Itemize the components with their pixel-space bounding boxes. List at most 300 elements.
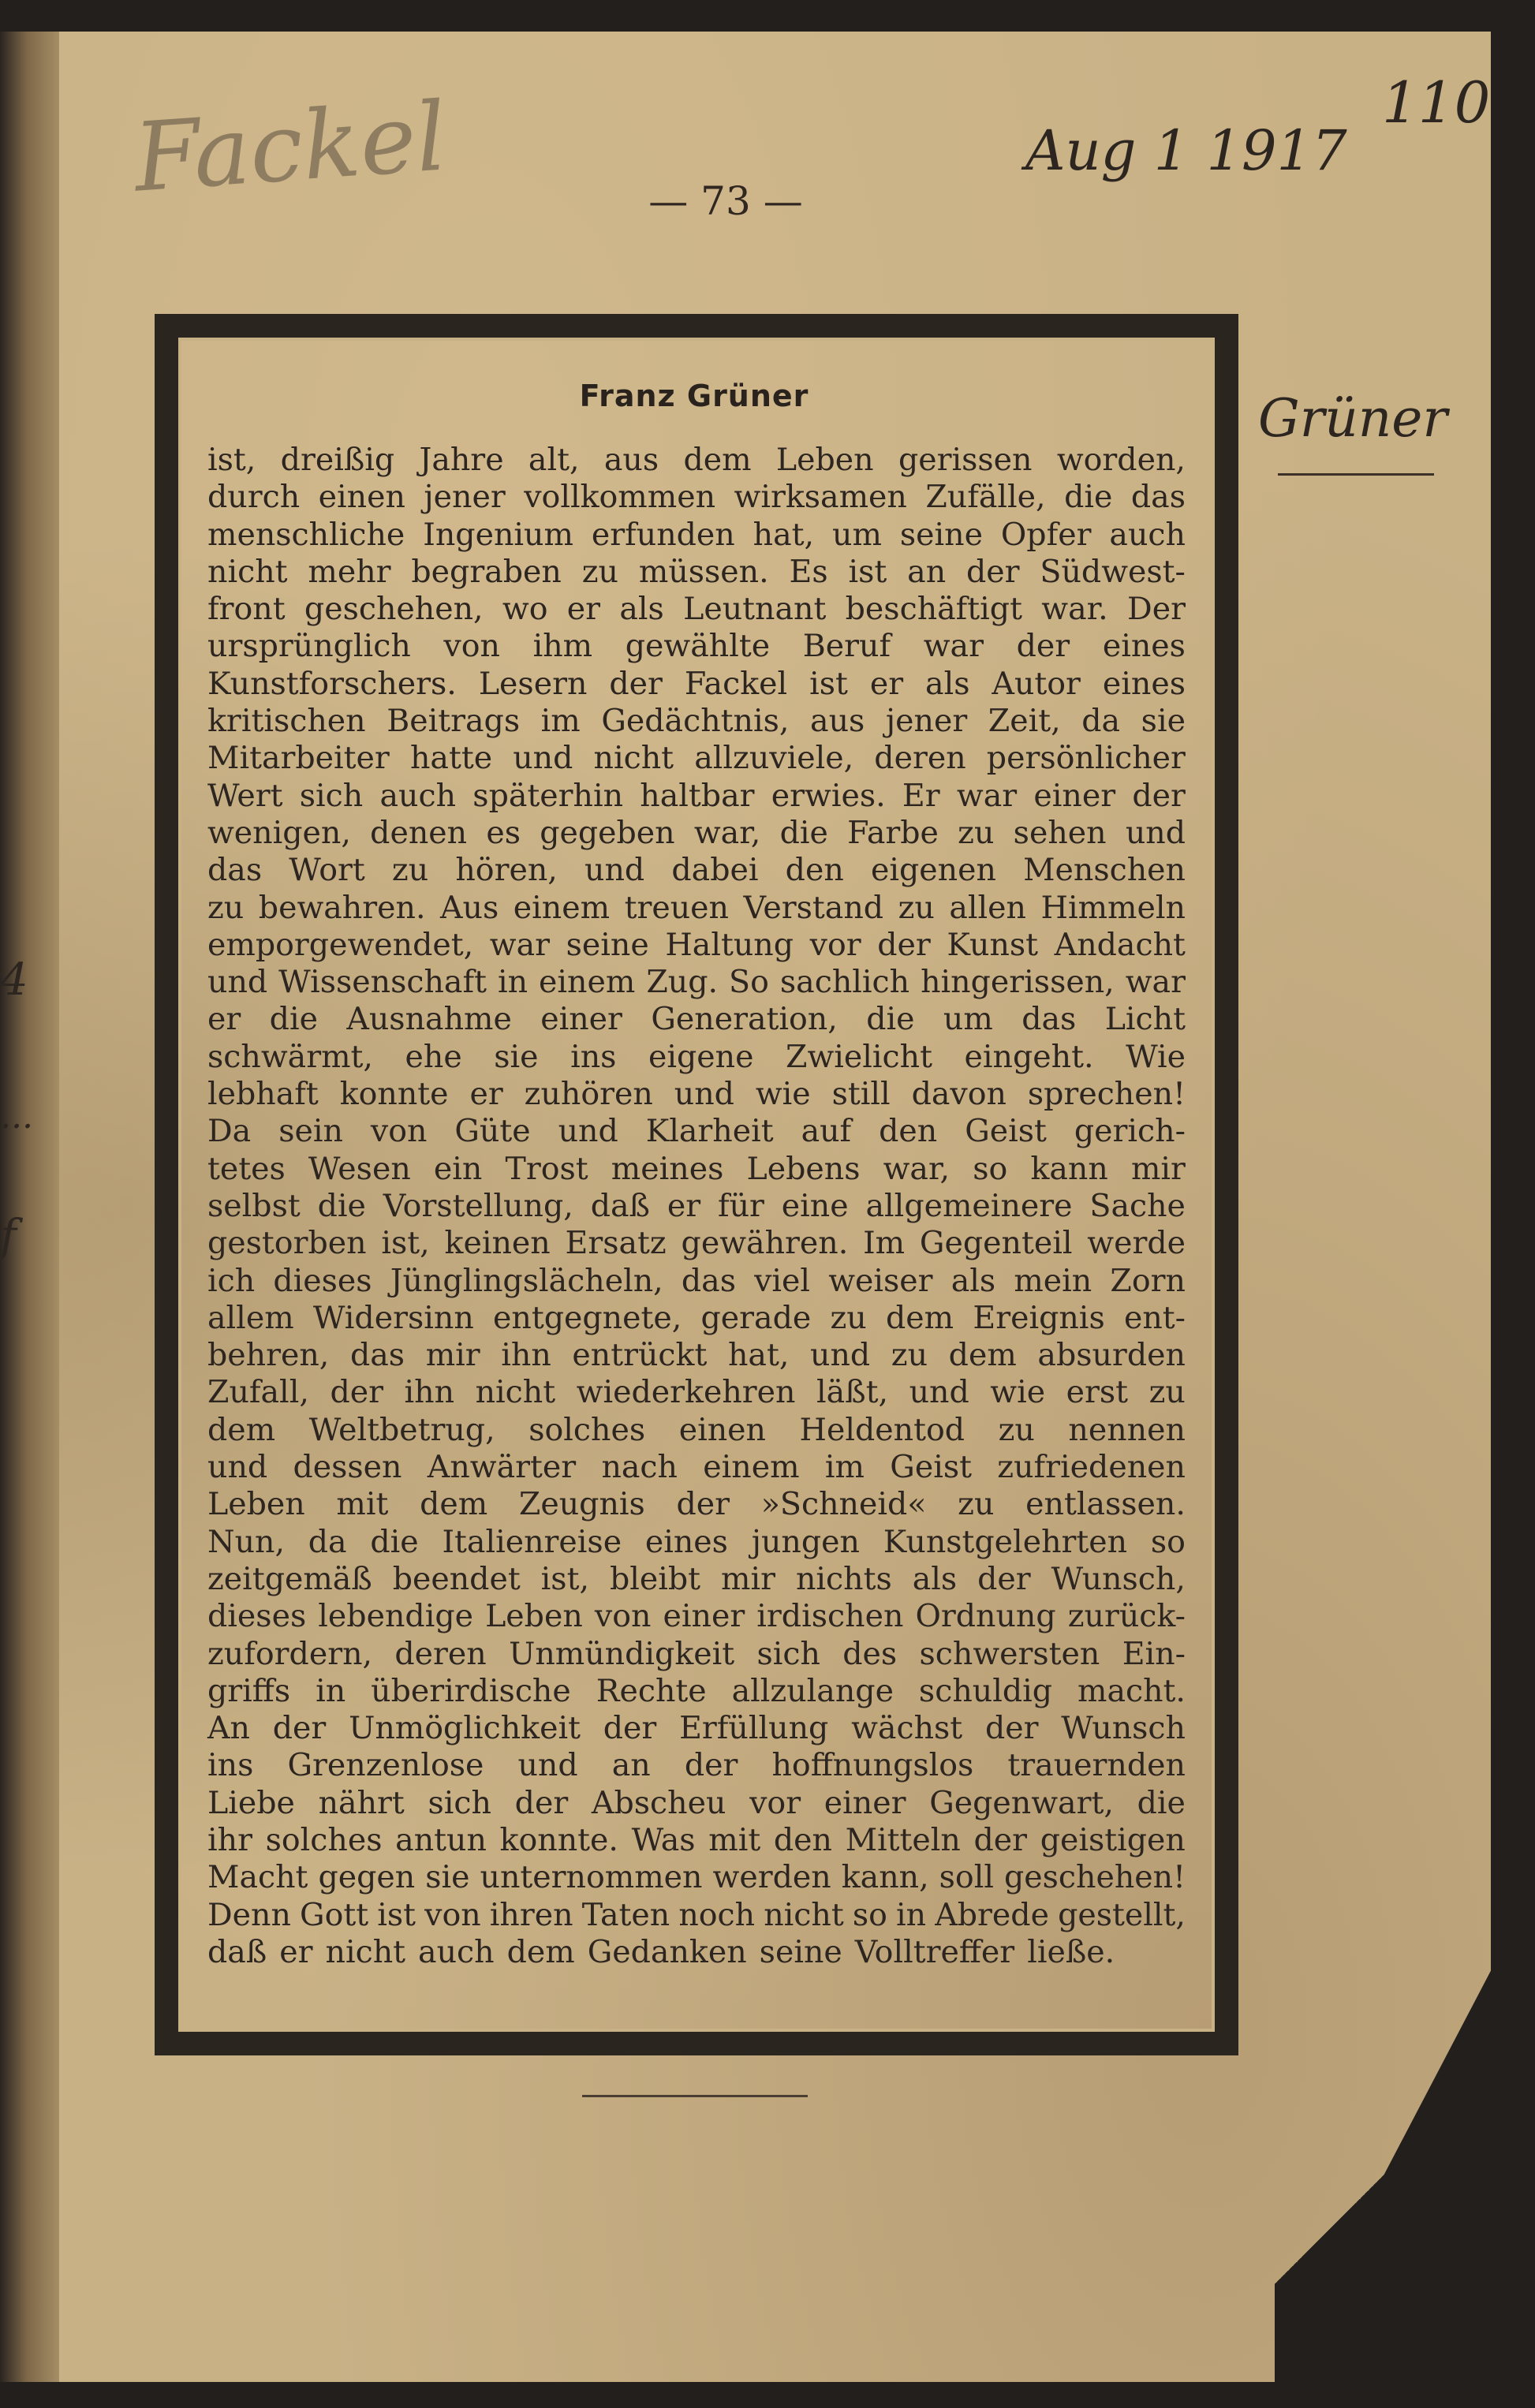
word: haltbar	[640, 777, 755, 814]
word: Denn	[207, 1896, 291, 1933]
word: nichts	[795, 1560, 892, 1597]
word: »Schneid«	[760, 1486, 927, 1523]
word: Haltung	[665, 926, 794, 963]
word: dieses	[273, 1262, 372, 1299]
word: dem	[506, 1933, 575, 1970]
word: einen	[318, 479, 405, 516]
word: sehen	[1013, 814, 1107, 851]
text-line	[207, 591, 1186, 628]
word: einer	[540, 1001, 622, 1038]
word: nicht	[475, 1374, 556, 1411]
word: durch	[207, 479, 301, 516]
word: behren,	[207, 1337, 330, 1374]
word: um	[943, 1001, 993, 1038]
word: gerich-	[1074, 1113, 1186, 1150]
word: gerade	[700, 1299, 812, 1336]
word: zurück-	[1067, 1598, 1186, 1635]
word: begraben	[411, 553, 562, 590]
word: von	[594, 1598, 652, 1635]
word: alt,	[528, 442, 580, 478]
word: der	[973, 1821, 1028, 1858]
obituary-heading: Franz Grüner	[579, 379, 809, 413]
word: schwersten	[919, 1635, 1100, 1672]
word: der	[1132, 777, 1186, 814]
word: emporgewendet,	[207, 926, 474, 963]
word: wiederkehren	[576, 1374, 796, 1411]
text-line	[207, 1076, 1186, 1113]
word: ihn	[501, 1337, 551, 1374]
word: zu	[1148, 1374, 1186, 1411]
word: persönlicher	[986, 740, 1186, 777]
word: Wissenschaft	[278, 964, 487, 1001]
word: seine	[759, 1933, 842, 1970]
word: wächst	[851, 1710, 963, 1747]
text-line	[207, 1113, 1186, 1150]
word: selbst	[207, 1187, 301, 1224]
word: als	[912, 1560, 958, 1597]
word: der	[877, 926, 931, 963]
word: einem	[703, 1449, 800, 1486]
word: Gedanken	[587, 1933, 747, 1970]
word: und	[207, 964, 268, 1001]
word: noch	[678, 1896, 756, 1933]
word: mein	[1014, 1262, 1092, 1299]
word: lebendige	[318, 1598, 473, 1635]
word: solches	[528, 1411, 646, 1448]
word: Jünglingslächeln,	[390, 1262, 663, 1299]
word: sein	[278, 1113, 343, 1150]
word: dessen	[293, 1449, 402, 1486]
word: der	[977, 1560, 1031, 1597]
word: er	[667, 1187, 701, 1224]
word: beschäftigt	[845, 591, 1022, 628]
word: ist	[809, 665, 848, 702]
word: Erfüllung	[679, 1710, 829, 1747]
word: und	[1125, 814, 1186, 851]
word: und	[513, 740, 573, 777]
word: Wie	[1126, 1038, 1186, 1075]
word: Gegenteil	[919, 1225, 1073, 1262]
word: Es	[789, 553, 828, 590]
word: ist,	[540, 1560, 590, 1597]
word: Licht	[1104, 1001, 1186, 1038]
word: trauernden	[1007, 1747, 1186, 1784]
left-margin-note: ...	[0, 1096, 33, 1137]
text-line	[207, 703, 1186, 740]
word: So	[729, 964, 769, 1001]
word: und	[517, 1747, 578, 1784]
word: vor	[749, 1784, 801, 1821]
word: einen	[678, 1411, 766, 1448]
left-margin-note: 4	[0, 954, 28, 1006]
word: Wort	[289, 852, 365, 889]
word: hat,	[727, 1337, 790, 1374]
text-line	[207, 666, 1186, 703]
word: ehe	[405, 1038, 462, 1075]
word: Weltbetrug,	[308, 1411, 495, 1448]
word: allem	[207, 1299, 294, 1336]
word: gegeben	[540, 814, 675, 851]
word: des	[842, 1635, 898, 1672]
word: war.	[1041, 591, 1108, 628]
word: mir	[425, 1337, 480, 1374]
word: kann,	[841, 1859, 929, 1896]
word: Abscheu	[591, 1784, 726, 1821]
word: in	[497, 964, 528, 1001]
word: Geist	[890, 1449, 972, 1486]
word: Grenzenlose	[287, 1747, 484, 1784]
word: von	[443, 628, 500, 665]
word: jener	[424, 479, 506, 516]
word: Macht	[207, 1859, 308, 1896]
word: der	[676, 1486, 730, 1523]
word: ins	[570, 1038, 617, 1075]
word: antun	[395, 1821, 487, 1858]
word: Ordnung	[915, 1598, 1056, 1635]
word: zu	[391, 852, 429, 889]
word: in	[316, 1672, 346, 1709]
word: ich	[207, 1262, 256, 1299]
word: sie	[494, 1038, 539, 1075]
word: dem	[683, 442, 752, 478]
word: und	[207, 1449, 268, 1486]
word: Himmeln	[1040, 889, 1186, 926]
text-line	[207, 1822, 1186, 1859]
word: werde	[1087, 1225, 1186, 1262]
text-line	[207, 1636, 1186, 1673]
word: an	[907, 553, 947, 590]
word: mir	[721, 1560, 775, 1597]
word: zu	[958, 1486, 995, 1523]
word: erst	[1066, 1374, 1129, 1411]
word: zu	[207, 889, 245, 926]
word: zu	[891, 1337, 928, 1374]
text-line	[207, 1524, 1186, 1561]
word: Kunstgelehrten	[883, 1523, 1128, 1560]
text-line	[207, 442, 1186, 479]
word: das	[681, 1262, 736, 1299]
word: Beitrags	[387, 703, 521, 740]
word: Geist	[965, 1113, 1047, 1150]
word: eingeht.	[964, 1038, 1094, 1075]
handwritten-folio-number: 110	[1382, 69, 1491, 136]
word: vollkommen	[524, 479, 716, 516]
word: Rechte	[596, 1672, 707, 1709]
word: sich	[428, 1784, 491, 1821]
word: wenigen,	[207, 814, 351, 851]
word: Generation,	[651, 1001, 838, 1038]
word: er	[869, 665, 904, 702]
word: einer	[663, 1598, 745, 1635]
word: Autor	[992, 665, 1081, 702]
word: Farbe	[847, 814, 939, 851]
word: nicht	[764, 1896, 844, 1933]
word: An	[207, 1710, 250, 1747]
text-line	[207, 1263, 1186, 1300]
word: Güte	[454, 1113, 531, 1150]
word: Beruf	[802, 628, 891, 665]
handwritten-fackel: Fackel	[130, 82, 450, 214]
word: eines	[1102, 628, 1186, 665]
word: den	[773, 1821, 832, 1858]
word: treuen	[624, 889, 729, 926]
word: weiser	[828, 1262, 933, 1299]
word: Volltreffer	[854, 1933, 1015, 1970]
word: so	[852, 1896, 887, 1933]
word: geschehen!	[1003, 1859, 1186, 1896]
word: Gedächtnis,	[601, 703, 790, 740]
word: war	[489, 926, 551, 963]
word: Ausnahme	[346, 1001, 512, 1038]
word: wirksamen	[734, 479, 907, 516]
word: einer	[1033, 777, 1116, 814]
word: der	[966, 553, 1020, 590]
text-line	[207, 815, 1186, 852]
word: eigene	[648, 1038, 754, 1075]
word: ihm	[532, 628, 593, 665]
word: beendet	[392, 1560, 521, 1597]
word: da	[308, 1523, 347, 1560]
word: Unmündigkeit	[509, 1635, 735, 1672]
word: der	[609, 665, 663, 702]
folded-corner	[1275, 1970, 1491, 2382]
word: als	[619, 591, 664, 628]
left-margin-note: f	[0, 1211, 17, 1262]
text-line	[207, 554, 1186, 591]
word: sie	[425, 1859, 470, 1896]
text-line	[207, 1673, 1186, 1710]
word: sachlich	[779, 964, 910, 1001]
word: seine	[566, 926, 649, 963]
word: war	[1125, 964, 1186, 1001]
word: eines	[1102, 665, 1186, 702]
word: Leben	[485, 1598, 583, 1635]
word: das	[207, 852, 263, 889]
word: konnte.	[499, 1821, 618, 1858]
word: daß	[207, 1933, 267, 1970]
text-line	[207, 1747, 1186, 1784]
word: Vorstellung,	[383, 1187, 573, 1224]
word: kann	[1030, 1150, 1108, 1187]
text-line	[207, 1151, 1186, 1188]
word: sich	[299, 777, 364, 814]
word: Zufälle,	[925, 479, 1046, 516]
word: im	[824, 1449, 865, 1486]
word: die	[779, 814, 828, 851]
word: Unmöglichkeit	[349, 1710, 581, 1747]
word: die	[1137, 1784, 1186, 1821]
word: er	[207, 1001, 241, 1038]
word: war,	[883, 1150, 951, 1187]
word: Was	[631, 1821, 696, 1858]
word: dem	[948, 1337, 1017, 1374]
handwritten-underline	[1278, 473, 1434, 476]
text-line	[207, 517, 1186, 554]
word: Zeit,	[988, 703, 1061, 740]
word: ist	[848, 553, 887, 590]
word: und	[909, 1374, 969, 1411]
word: auf	[801, 1113, 852, 1150]
word: der	[330, 1374, 383, 1411]
word: gegen	[318, 1859, 416, 1896]
word: jener	[885, 703, 968, 740]
word: schuldig	[918, 1672, 1053, 1709]
word: viel	[754, 1262, 811, 1299]
word: denen	[370, 814, 468, 851]
word: wo	[502, 591, 548, 628]
word: ent-	[1123, 1299, 1186, 1336]
word: Ersatz	[565, 1225, 667, 1262]
word: einem	[513, 889, 611, 926]
word: dreißig	[280, 442, 395, 478]
word: Kunst	[947, 926, 1039, 963]
word: ein	[433, 1150, 483, 1187]
word: dem	[886, 1299, 954, 1336]
word: gestorben	[207, 1225, 367, 1262]
text-line	[207, 890, 1186, 927]
word: so	[973, 1150, 1008, 1187]
word: seine	[899, 516, 983, 553]
word: macht.	[1077, 1672, 1186, 1709]
word: Leben	[207, 1486, 305, 1523]
book-spine-shadow	[0, 32, 59, 2382]
text-line	[207, 852, 1186, 889]
word: war	[923, 628, 984, 665]
word: lebhaft	[207, 1076, 319, 1113]
word: ließe.	[1027, 1933, 1115, 1970]
word: der	[1016, 628, 1070, 665]
word: es	[486, 814, 521, 851]
word: um	[832, 516, 882, 553]
word: eine	[781, 1187, 849, 1224]
word: mir	[1130, 1150, 1186, 1187]
text-line	[207, 1337, 1186, 1374]
word: zuhören	[524, 1076, 653, 1113]
word: kritischen	[207, 703, 366, 740]
word: vor	[809, 926, 861, 963]
word: zu	[898, 889, 935, 926]
word: griffs	[207, 1672, 291, 1709]
word: gestellt,	[1058, 1896, 1186, 1933]
word: in	[896, 1896, 927, 1933]
word: hingerissen,	[921, 964, 1115, 1001]
word: Widersinn	[312, 1299, 474, 1336]
word: Der	[1127, 591, 1186, 628]
text-line	[207, 479, 1186, 516]
word: mehr	[308, 553, 391, 590]
word: Verstand	[743, 889, 884, 926]
word: Nun,	[207, 1523, 285, 1560]
word: Lebens	[746, 1150, 861, 1187]
word: Jahre	[419, 442, 504, 478]
word: Zug.	[646, 964, 719, 1001]
word: Wunsch,	[1051, 1560, 1186, 1597]
word: allgemeinere	[865, 1187, 1073, 1224]
word: Zufall,	[207, 1374, 309, 1411]
word: zu	[998, 1411, 1035, 1448]
word: wie	[755, 1076, 811, 1113]
word: Italienreise	[442, 1523, 622, 1560]
word: dem	[207, 1411, 276, 1448]
handwritten-margin-name: Grüner	[1258, 388, 1447, 449]
word: ihr	[207, 1821, 252, 1858]
word: der	[684, 1747, 738, 1784]
word: war	[956, 777, 1018, 814]
word: worden,	[1056, 442, 1186, 478]
word: menschliche	[207, 516, 405, 553]
word: entlassen.	[1025, 1486, 1186, 1523]
word: geistigen	[1040, 1821, 1186, 1858]
word: nach	[601, 1449, 678, 1486]
word: zeitgemäß	[207, 1560, 372, 1597]
text-line	[207, 1710, 1186, 1747]
word: bewahren.	[258, 889, 426, 926]
word: er	[279, 1933, 313, 1970]
word: Aus	[440, 889, 499, 926]
word: entgegnete,	[493, 1299, 682, 1336]
word: allen	[949, 889, 1026, 926]
word: Zwielicht	[786, 1038, 932, 1075]
word: der	[603, 1710, 657, 1747]
word: die	[866, 1001, 915, 1038]
text-line	[207, 1001, 1186, 1038]
word: Andacht	[1054, 926, 1186, 963]
word: Leben	[775, 442, 874, 478]
word: front	[207, 591, 286, 628]
word: still	[831, 1076, 891, 1113]
word: aus	[603, 442, 659, 478]
word: deren	[394, 1635, 487, 1672]
word: Menschen	[1023, 852, 1186, 889]
word: als	[951, 1262, 996, 1299]
word: gerissen	[898, 442, 1033, 478]
word: die	[1064, 479, 1113, 516]
word: im	[540, 703, 581, 740]
word: auch	[1109, 516, 1186, 553]
word: ihren	[489, 1896, 573, 1933]
word: Sache	[1089, 1187, 1186, 1224]
word: von	[424, 1896, 481, 1933]
text-line	[207, 1374, 1186, 1411]
text-line	[207, 1188, 1186, 1225]
word: Fackel	[684, 665, 788, 702]
word: sich	[756, 1635, 820, 1672]
word: bleibt	[609, 1560, 701, 1597]
text-line	[207, 1934, 1186, 1971]
word: nicht	[207, 553, 288, 590]
obituary-text	[207, 442, 1186, 1971]
word: entrückt	[572, 1337, 708, 1374]
word: Anwärter	[427, 1449, 577, 1486]
word: nicht	[325, 1933, 406, 1970]
word: zu	[958, 814, 995, 851]
word: Abrede	[935, 1896, 1049, 1933]
word: geschehen,	[304, 591, 484, 628]
word: tetes	[207, 1150, 286, 1187]
word: dabei	[671, 852, 759, 889]
word: die	[370, 1523, 419, 1560]
text-line	[207, 1598, 1186, 1635]
word: Ein-	[1122, 1635, 1186, 1672]
word: Leutnant	[683, 591, 827, 628]
word: und	[674, 1076, 734, 1113]
word: zufordern,	[207, 1635, 373, 1672]
word: sprechen!	[1027, 1076, 1186, 1113]
text-line	[207, 628, 1186, 665]
word: Ingenium	[423, 516, 573, 553]
word: Liebe	[207, 1784, 295, 1821]
word: daß	[590, 1187, 650, 1224]
